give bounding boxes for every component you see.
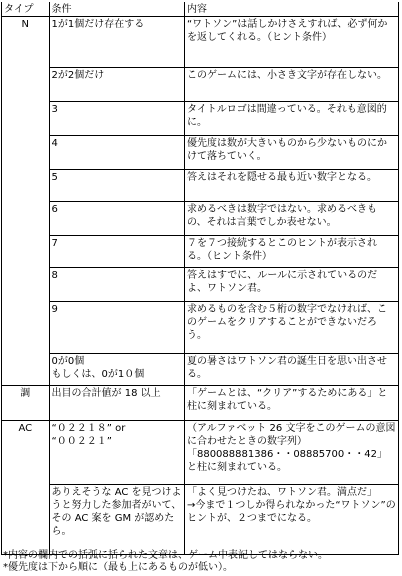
condition-cell: 2が2個だけ	[49, 68, 184, 102]
condition-cell: “０２２１８” or “００２２１”	[49, 421, 184, 485]
type-cell	[2, 170, 50, 202]
type-cell: N	[2, 17, 50, 68]
content-cell: 「よく見つけたね、ワトソン君。満点だ」 →今まで１つしか得られなかった“ワトソン”のヒントが、２つまでになる。	[184, 485, 398, 555]
table-row	[2, 354, 399, 386]
condition-cell: 4	[49, 136, 184, 170]
condition-cell: 5	[49, 170, 184, 202]
footnote: *優先度は下から順に（最も上にあるものが低い）。	[3, 562, 233, 573]
table-row	[2, 17, 399, 68]
type-cell	[2, 68, 50, 102]
type-cell	[2, 354, 50, 386]
condition-cell: ありえそうな AC を見つけようと努力した参加者がいて、その AC 案を GM が認めたら。	[49, 485, 184, 555]
type-cell	[2, 268, 50, 302]
table-row	[2, 68, 399, 102]
condition-cell: 1が1個だけ存在する	[49, 17, 184, 68]
condition-cell: 出目の合計値が 18 以上	[49, 386, 184, 421]
table-row	[2, 136, 399, 170]
content-cell: 「ゲームとは、“クリア”するためにある」と柱に刻まれている。	[184, 386, 398, 421]
table-row	[2, 102, 399, 136]
table-header-row	[2, 2, 399, 17]
type-cell	[2, 485, 50, 555]
table-row	[2, 302, 399, 354]
header-condition: 条件	[49, 2, 184, 17]
table-row	[2, 236, 399, 268]
condition-cell: 8	[49, 268, 184, 302]
condition-cell: 9	[49, 302, 184, 354]
content-cell: 夏の暑さはワトソン君の誕生日を思い出させる。	[184, 354, 398, 386]
condition-cell: 0が0個 もしくは、0が1０個	[49, 354, 184, 386]
type-cell	[2, 302, 50, 354]
header-content: 内容	[184, 2, 398, 17]
content-cell: （アルファベット 26 文字をこのゲームの意図に合わせたときの数字列） 「880088881386・・08885700・・42」と柱に刻まれている。	[184, 421, 398, 485]
table-row	[2, 421, 399, 485]
type-cell: AC	[2, 421, 50, 485]
type-cell	[2, 202, 50, 236]
condition-cell: 3	[49, 102, 184, 136]
table-row	[2, 202, 399, 236]
type-cell	[2, 236, 50, 268]
table-row	[2, 170, 399, 202]
content-cell: “ワトソン”は話しかけさえすれば、必ず何かを返してくれる。（ヒント条件）	[184, 17, 398, 68]
table-row	[2, 386, 399, 421]
content-cell: ７を７つ接続するとこのヒントが表示される。（ヒント条件）	[184, 236, 398, 268]
table-row	[2, 485, 399, 555]
condition-cell: 7	[49, 236, 184, 268]
type-cell	[2, 136, 50, 170]
type-cell: 調	[2, 386, 50, 421]
type-cell	[2, 102, 50, 136]
footnotes	[3, 550, 328, 574]
header-type: タイプ	[2, 2, 50, 17]
content-cell: 求めるべきは数字ではない。求めるべきもの、それは言葉でしか表せない。	[184, 202, 398, 236]
footnote: *内容の欄内での括弧に括られた文章は、ゲーム中表記してはならない。	[3, 550, 328, 561]
hint-table	[1, 2, 399, 555]
content-cell: 答えはそれを隠せる最も近い数字となる。	[184, 170, 398, 202]
content-cell: 優先度は数が大きいものから少ないものにかけて落ちていく。	[184, 136, 398, 170]
content-cell: このゲームには、小さき文字が存在しない。	[184, 68, 398, 102]
condition-cell: 6	[49, 202, 184, 236]
content-cell: 求めるものを含む５桁の数字でなければ、このゲームをクリアすることができないだろう。	[184, 302, 398, 354]
content-cell: タイトルロゴは間違っている。それも意図的に。	[184, 102, 398, 136]
table-row	[2, 268, 399, 302]
content-cell: 答えはすでに、ルールに示されているのだよ、ワトソン君。	[184, 268, 398, 302]
